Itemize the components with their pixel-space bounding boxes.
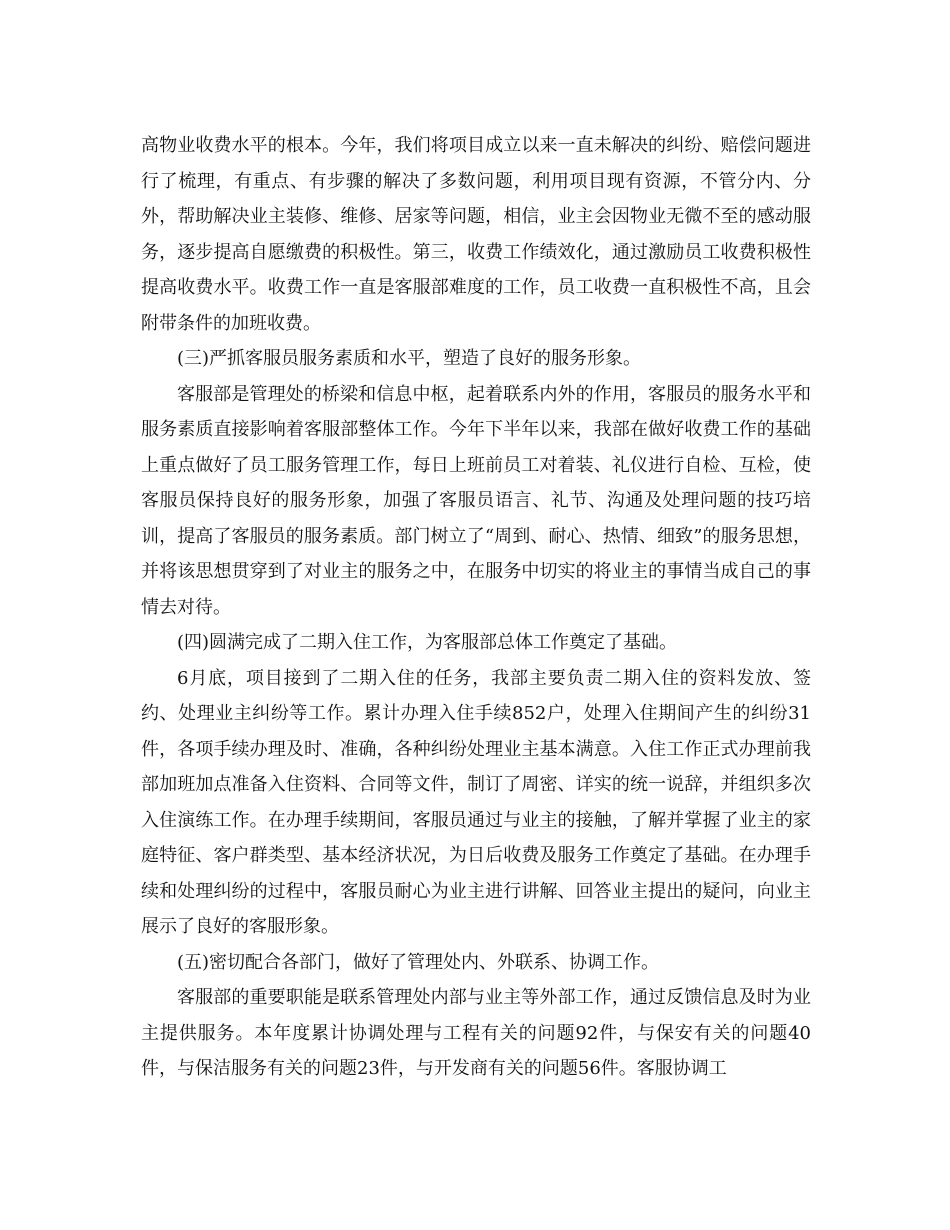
document-body xyxy=(141,128,811,1087)
paragraph-service-quality: 客服部是管理处的桥梁和信息中枢，起着联系内外的作用，客服员的服务水平和服务素质直接影响着客服部整体工作。今年下半年以来，我部在做好收费工作的基础上重点做好了员工服务管理工作，每日上班前员工对着装、礼仪进行自检、互检，使客服员保持良好的服务形象，加强了客服员语言、礼节、沟通及处理问题的技巧培训，提高了客服员的服务素质。部门树立了“周到、耐心、热情、细致”的服务思想，并将该思想贯穿到了对业主的服务之中，在服务中切实的将业主的事情当成自己的事情去对待。 xyxy=(141,383,811,618)
heading-phase-two-move-in: (四)圆满完成了二期入住工作，为客服部总体工作奠定了基础。 xyxy=(177,632,678,653)
heading-service-quality: (三)严抓客服员服务素质和水平，塑造了良好的服务形象。 xyxy=(177,348,642,369)
paragraph-coordination: 客服部的重要职能是联系管理处内部与业主等外部工作，通过反馈信息及时为业主提供服务。本年度累计协调处理与工程有关的问题92件，与保安有关的问题40件，与保洁服务有关的问题23件，与开发商有关的问题56件。客服协调工 xyxy=(141,987,811,1079)
paragraph-fee-collection: 高物业收费水平的根本。今年，我们将项目成立以来一直未解决的纠纷、赔偿问题进行了梳理，有重点、有步骤的解决了多数问题，利用项目现有资源，不管分内、分外，帮助解决业主装修、维修、居家等问题，相信，业主会因物业无微不至的感动服务，逐步提高自愿缴费的积极性。第三，收费工作绩效化，通过激励员工收费积极性提高收费水平。收费工作一直是客服部难度的工作，员工收费一直积极性不高，且会附带条件的加班收费。 xyxy=(141,135,811,334)
heading-coordination: (五)密切配合各部门，做好了管理处内、外联系、协调工作。 xyxy=(177,951,660,973)
paragraph-phase-two-move-in: 6月底，项目接到了二期入住的任务，我部主要负责二期入住的资料发放、签约、处理业主纠纷等工作。累计办理入住手续852户，处理入住期间产生的纠纷31件，各项手续办理及时、准确，各种纠纷处理业主基本满意。入住工作正式办理前我部加班加点准备入住资料、合同等文件，制订了周密、详实的统一说辞，并组织多次入住演练工作。在办理手续期间，客服员通过与业主的接触，了解并掌握了业主的家庭特征、客户群类型、基本经济状况，为日后收费及服务工作奠定了基础。在办理手续和处理纠纷的过程中，客服员耐心为业主进行讲解、回答业主提出的疑问，向业主展示了良好的客服形象。 xyxy=(141,667,811,937)
